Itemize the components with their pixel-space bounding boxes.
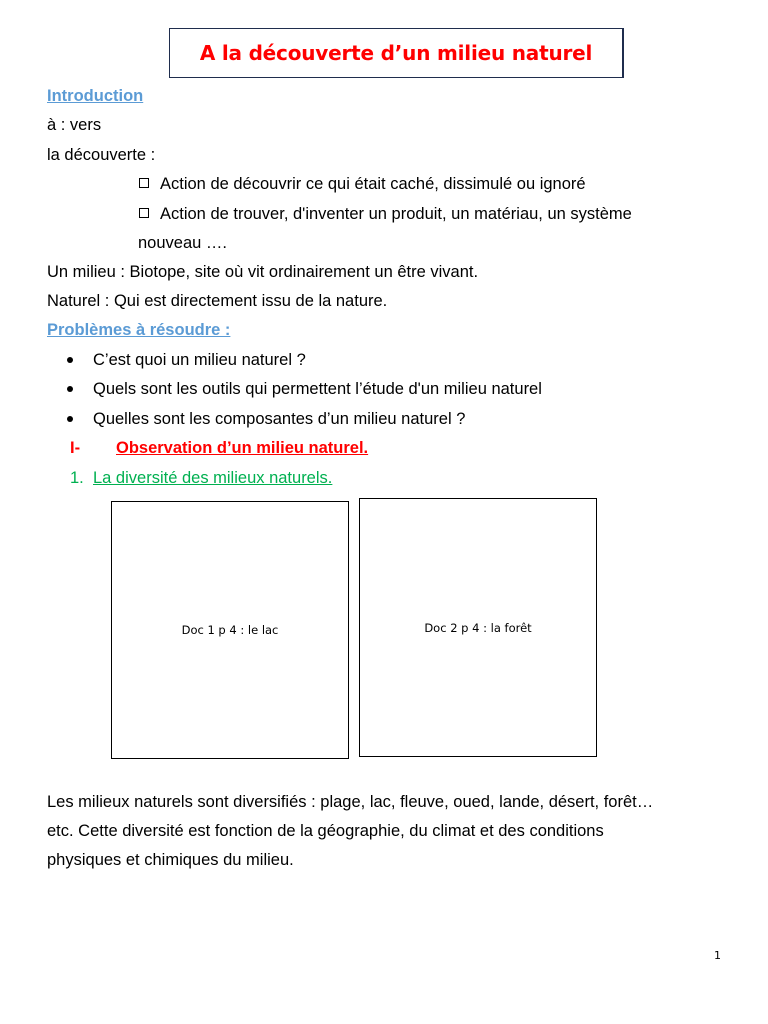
problem-item: Quelles sont les composantes d’un milieu naturel ? [93, 410, 466, 428]
introduction-heading: Introduction [47, 87, 144, 105]
intro-line-decouverte: la découverte : [47, 146, 156, 164]
problems-heading: Problèmes à résoudre : [47, 321, 231, 339]
section-numeral: I- [70, 439, 81, 457]
problem-item: C’est quoi un milieu naturel ? [93, 351, 306, 369]
milieu-definition: Un milieu : Biotope, site où vit ordinairement un être vivant. [47, 263, 479, 281]
paragraph-line-3: physiques et chimiques du milieu. [47, 851, 294, 869]
bullet-icon [67, 416, 73, 422]
definition-text-1: Action de découvrir ce qui était caché, dissimulé ou ignoré [160, 175, 586, 193]
problem-item: Quels sont les outils qui permettent l’étude d'un milieu naturel [93, 380, 542, 398]
page-number: 1 [714, 949, 721, 962]
doc-2-image-placeholder [359, 498, 597, 757]
checkbox-square-icon [139, 208, 149, 218]
definition-item-1 [139, 174, 586, 194]
paragraph-line-1: Les milieux naturels sont diversifiés : plage, lac, fleuve, oued, lande, désert, forêt… [47, 793, 654, 811]
definition-text-2: Action de trouver, d'inventer un produit, un matériau, un système [160, 205, 632, 223]
intro-line-vers: à : vers [47, 116, 102, 134]
subsection-heading: La diversité des milieux naturels. [93, 469, 333, 487]
title-box [169, 28, 624, 78]
paragraph-line-2: etc. Cette diversité est fonction de la géographie, du climat et des conditions [47, 822, 604, 840]
doc-1-image-placeholder [111, 501, 349, 759]
definition-item-2 [139, 204, 632, 224]
page-title: A la découverte d’un milieu naturel [199, 41, 593, 65]
doc-1-label: Doc 1 p 4 : le lac [181, 623, 279, 637]
bullet-icon [67, 386, 73, 392]
bullet-icon [67, 357, 73, 363]
subsection-number: 1. [70, 469, 84, 487]
doc-2-label: Doc 2 p 4 : la forêt [424, 620, 532, 635]
checkbox-square-icon [139, 178, 149, 188]
section-heading: Observation d’un milieu naturel. [116, 439, 369, 457]
naturel-definition: Naturel : Qui est directement issu de la nature. [47, 292, 388, 310]
definition-item-2-continued: nouveau …. [138, 234, 227, 252]
